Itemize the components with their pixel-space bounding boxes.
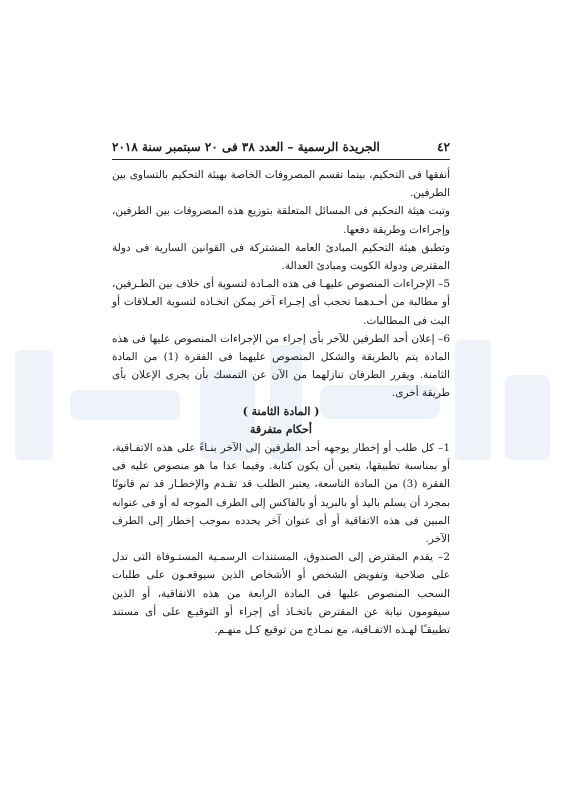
page-number: ٤٢	[437, 140, 450, 154]
publication-title: الجريدة الرسمية – العدد ٣٨ فى ٢٠ سبتمبر سنة ٢٠١٨	[112, 140, 380, 154]
paragraph: 1– كل طلب أو إخطار يوجهه أحد الطرفين إلى الآخر بنـاءً على هذه الاتفـاقية، أو بمناسبة تطبيقها، يتعين أن يكون كتابة. وفيما عدا ما هو منصوص عليه فى الفقرة (3) من المادة التاسعة، يعتبر الطلب قد تقـدم والإخطـار قد تم قانونًا بمجرد أن يسلم باليد أو بالبريد أو بالفاكس إلى الطرف الموجه له أو فى عنوانه المبين فى هذه الاتفاقية أو أى عنوان آخر يحدده بموجب إخطار إلى الطرف الآخر.	[112, 442, 450, 546]
paragraph: وتطبق هيئة التحكيم المبادئ العامة المشتركة فى القوانين السارية فى دولة المقترض ودولة الكويت ومبادئ العدالة.	[112, 241, 450, 273]
article-subtitle: أحكام متفرقة	[250, 422, 312, 436]
paragraph: 2– يقدم المقترض إلى الصندوق، المستندات الرسمـية المستـوفاة التى تدل على صلاحية وتفويض الشخص أو الأشخاص الذين سيوقعـون على طلبات السحب المنصوص عليها فى المادة الرابعة من هذه الاتفاقية، أو الذين سيقومون نيابة عن المقترض باتخـاذ أى إجراء أو التوقيـع على أى مستند تطبيقـًا لهـذه الاتفـاقية، مع نمـاذج من توقيع كـل منهـم.	[112, 551, 450, 637]
paragraph: 6– إعلان أحد الطرفين للآخر بأى إجراء من الإجراءات المنصوص عليها فى هذه المادة يتم بالطريقة والشكل المنصوص عليهما فى الفقرة (1) من المادة الثامنة. ويقرر الطرفان تنازلهما من الآن عن التمسك بأن يجرى الإعلان بأى طريقة أخرى.	[112, 332, 451, 400]
paragraph: 5– الإجراءات المنصوص عليهـا فى هذه المـادة لتسوية أى خلاف بين الطـرفين، أو مطالبة من أحـدهما تحجب أى إجـراء آخر يمكن اتخـاذه لتسوية العـلاقات أو البت فى المطالبات.	[112, 278, 450, 327]
page-header	[112, 140, 450, 154]
paragraph: وتبت هيئة التحكيم فى المسائل المتعلقة بتوزيع هذه المصروفات بين الطرفين، وإجراءات وطريقة دفعها.	[112, 205, 450, 236]
header-divider	[112, 159, 450, 160]
article-title: ( المادة الثامنة )	[242, 404, 320, 418]
document-body	[112, 166, 450, 639]
paragraph: أنفقها فى التحكيم، بينما تقسم المصروفات الخاصة بهيئة التحكيم بالتساوى بين الطرفين.	[112, 169, 450, 200]
